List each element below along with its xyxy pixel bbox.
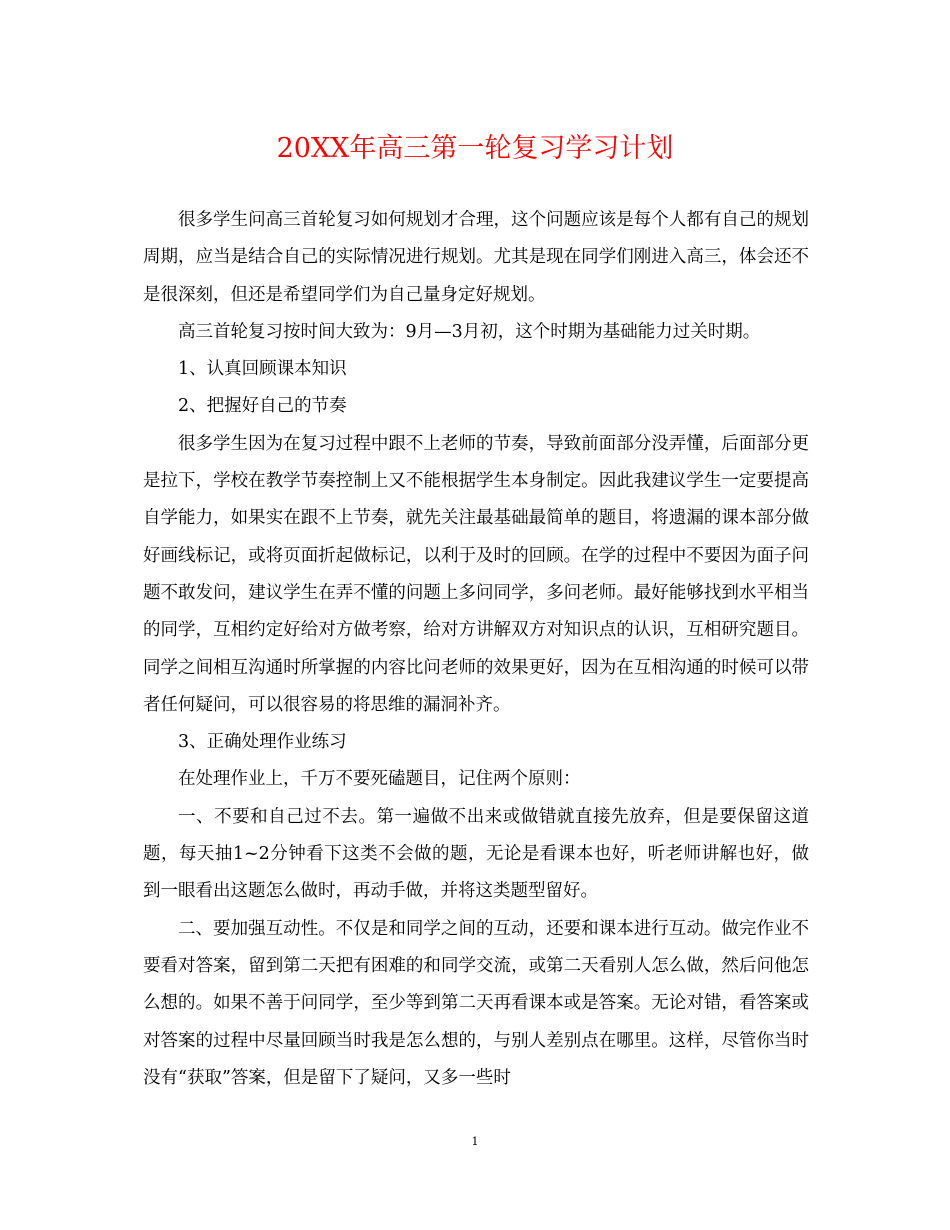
- paragraph-intro: 很多学生问高三首轮复习如何规划才合理，这个问题应该是每个人都有自己的规划周期，应当是结合自己的实际情况进行规划。尤其是现在同学们刚进入高三，体会还不是很深刻，但还是希望同学们为自己量身定好规划。: [143, 210, 809, 305]
- heading-own-pace: 2、把握好自己的节奏: [178, 396, 347, 417]
- paragraph-principle-two: 二、要加强互动性。不仅是和同学之间的互动，还要和课本进行互动。做完作业不要看对答案，留到第二天把有困难的和同学交流，或第二天看别人怎么做，然后问他怎么想的。如果不善于问同学，至少等到第二天再看课本或是答案。无论对错，看答案或对答案的过程中尽量回顾当时我是怎么想的，与别人差别点在哪里。这样，尽管你当时没有“获取”答案，但是留下了疑问，又多一些时: [143, 918, 809, 1088]
- paragraph-principle-one: 一、不要和自己过不去。第一遍做不出来或做错就直接先放弃，但是要保留这道题，每天抽1~2分钟看下这类不会做的题，无论是看课本也好，听老师讲解也好，做到一眼看出这题怎么做时，再动手做，并将这类题型留好。: [143, 806, 809, 902]
- document-title: 20XX年高三第一轮复习学习计划: [276, 133, 674, 164]
- paragraph-pace-detail: 很多学生因为在复习过程中跟不上老师的节奏，导致前面部分没弄懂，后面部分更是拉下，学校在教学节奏控制上又不能根据学生本身制定。因此我建议学生一定要提高自学能力，如果实在跟不上节奏，就先关注最基础最简单的题目，将遗漏的课本部分做好画线标记，或将页面折起做标记，以利于及时的回顾。在学的过程中不要因为面子问题不敢发问，建议学生在弄不懂的问题上多问同学，多问老师。最好能够找到水平相当的同学，互相约定好给对方做考察，给对方讲解双方对知识点的认识，互相研究题目。同学之间相互沟通时所掌握的内容比问老师的效果更好，因为在互相沟通的时候可以带者任何疑问，可以很容易的将思维的漏洞补齐。: [143, 433, 809, 715]
- document-body: [143, 202, 809, 1097]
- heading-homework: 3、正确处理作业练习: [178, 732, 347, 753]
- paragraph-timeline: 高三首轮复习按时间大致为：9月—3月初，这个时期为基础能力过关时期。: [178, 321, 761, 342]
- page-number: 1: [471, 1135, 479, 1148]
- paragraph-homework-principles: 在处理作业上，千万不要死磕题目，记住两个原则：: [178, 769, 581, 790]
- heading-review-textbook: 1、认真回顾课本知识: [178, 359, 347, 380]
